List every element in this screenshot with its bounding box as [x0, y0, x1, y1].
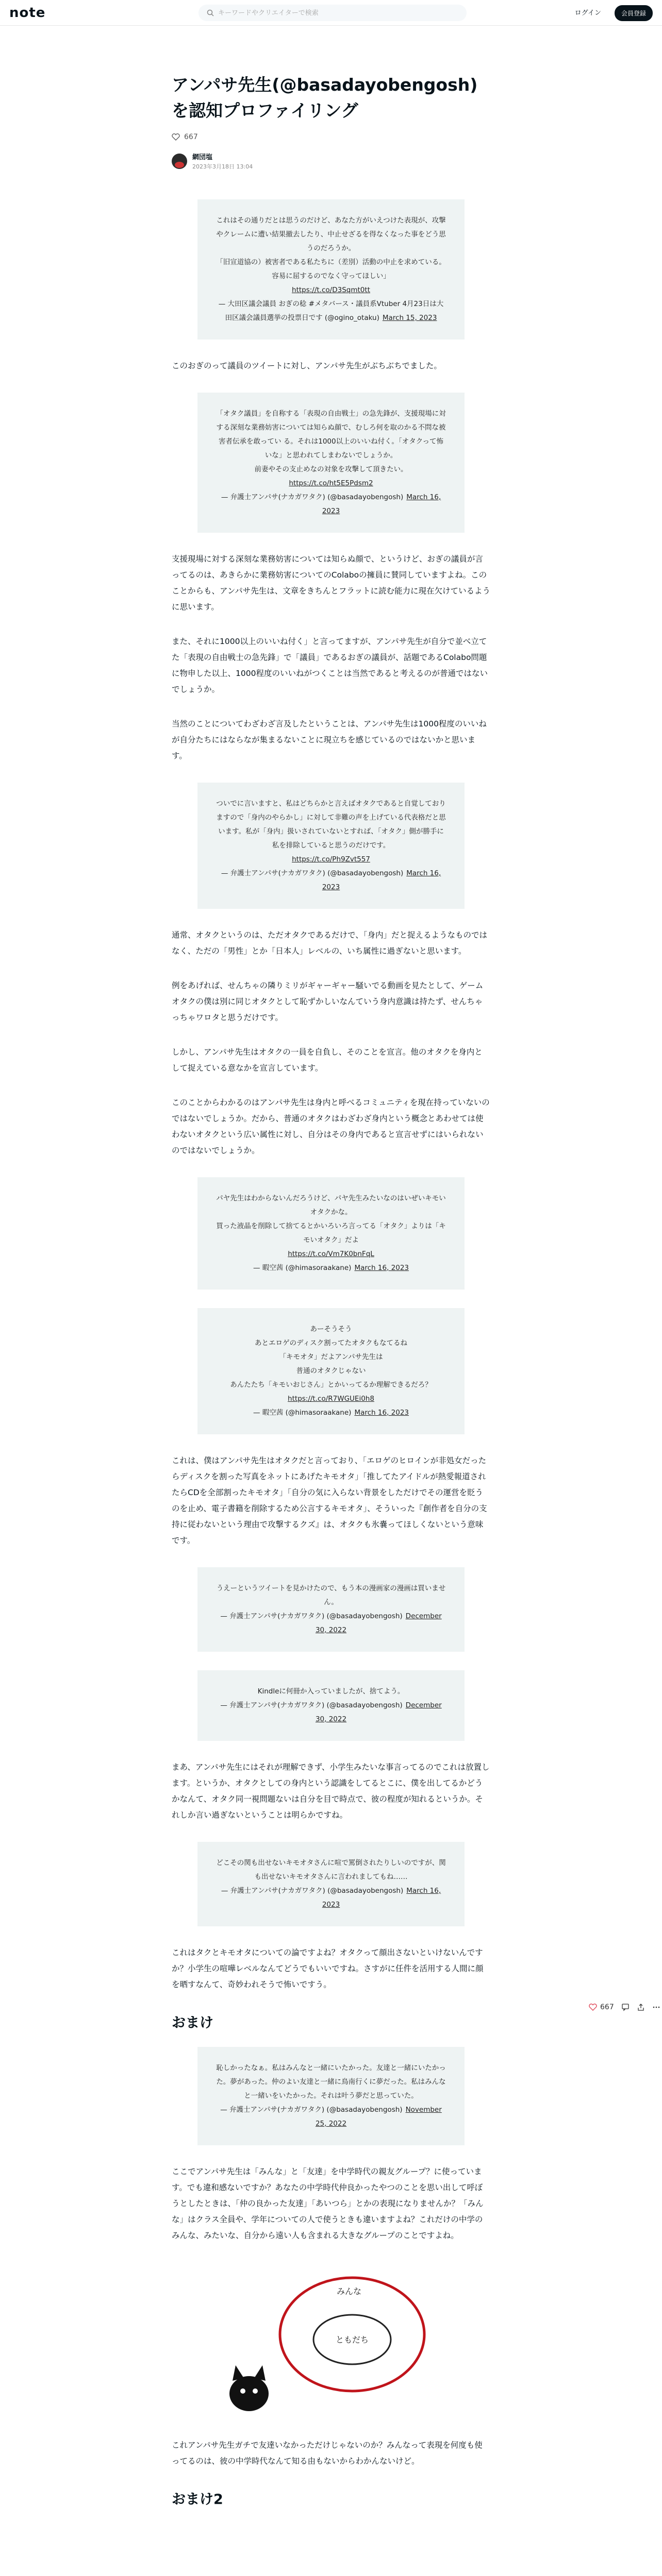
tweet-text: 恥しかったなぁ。私はみんなと一緒にいたかった。友達と一緒にいたかった。夢があった。仲のよい友達と一緒に鳥南行くに夢だった。私はみんなと一緒いをいたかった。それは叶う夢だと思っていた。	[216, 2064, 446, 2100]
tweet-date-link[interactable]: March 16, 2023	[322, 869, 441, 891]
tweet-date-link[interactable]: March 16, 2023	[322, 1887, 441, 1909]
tweet-text: 前妻やその支止めなの対象を攻撃して頂きたい。	[254, 465, 408, 473]
tweet-date-link[interactable]: March 16, 2023	[354, 1409, 409, 1417]
tweet-text: 「キモオタ」だよアンパサ先生は	[279, 1353, 383, 1361]
section-heading: おまけ2	[172, 2492, 223, 2507]
author-name[interactable]: 網団塩	[192, 154, 213, 161]
more-icon[interactable]	[652, 2003, 660, 2011]
cat-icon	[229, 2365, 269, 2411]
tweet-link[interactable]: https://t.co/ht5E5Pdsm2	[289, 479, 373, 487]
inner-label: ともだち	[336, 2335, 369, 2345]
embedded-tweet[interactable]	[197, 1842, 465, 1926]
tweet-text: 普通のオタクじゃない	[296, 1367, 366, 1375]
paragraph: これは、僕はアンパサ先生はオタクだと言っており、「エロゲのヒロインが非処女だったらディスクを割った写真をネットにあげたキモオタ」「推してたアイドルが熱愛報道されたらCDを全部割ったキモオタ」「自分の気に入らない背景をしただけでその運営を貶うのを止め、電子書籍を削除するため公言するキモオタ」、そういった『創作者を自分の支持に従わないという理由で攻撃するクズ』は、オタクも氷嚢ってほしくないという意味です。	[172, 1456, 487, 1545]
tweet-author: — 弁護士アンパサ(ナカガワタク) (@basadayobengosh)	[220, 1612, 403, 1620]
heart-icon[interactable]	[172, 133, 180, 141]
tweet-author: — 弁護士アンパサ(ナカガワタク) (@basadayobengosh)	[220, 2106, 403, 2114]
like-count: 667	[184, 133, 198, 141]
embedded-tweet[interactable]	[197, 783, 465, 909]
floating-action-bar	[589, 2003, 660, 2011]
article-body	[172, 199, 490, 2508]
tweet-date-link[interactable]: December 30, 2022	[315, 1612, 442, 1634]
embedded-tweet[interactable]	[197, 393, 465, 533]
paragraph: また、それに1000以上のいいね付く」と言ってますが、アンパサ先生が自分で並べ立てた「表現の自由戦士の急先鋒」で「議員」であるおぎの議員が、話題であるColabo問題に物申した以上、1000程度のいいねがつくことは当然であると考えるのが普通ではないでしょうか。	[172, 637, 488, 694]
tweet-author: — 暇空茜 (@himasoraakane)	[253, 1409, 352, 1417]
search-input[interactable]	[218, 9, 455, 17]
embedded-tweet[interactable]	[197, 1308, 465, 1434]
tweet-text: ついでに言いますと、私はどちらかと言えばオタクであると自覚しておりますので「身内のやらかし」に対して非難の声を上げている代表格だと思います。私が「身内」扱いされていないとすれば、「オタク」側が勝手に私を排除していると思うのだけです。	[216, 800, 446, 850]
tweet-date-link[interactable]: December 30, 2022	[315, 1701, 442, 1723]
avatar[interactable]	[172, 154, 187, 169]
sidebar-like-count: 667	[600, 2003, 614, 2011]
note-logo[interactable]: note	[9, 5, 46, 21]
header	[0, 0, 662, 26]
paragraph: しかし、アンパサ先生はオタクの一員を自負し、そのことを宣言。他のオタクを身内として捉えている意なかを宣言しています。	[172, 1047, 483, 1073]
signup-button[interactable]: 会員登録	[615, 5, 653, 21]
embedded-tweet[interactable]	[197, 1177, 465, 1290]
tweet-text: 「オタク議員」を自称する「表現の自由戦士」の急先鋒が、支援現場に対する深刻な業務妨害については知らぬ顔で、むしろ何を取のかる不問な被害者伝承を敢ってい る。それは1000以上のいいね付く。「オタクって怖いな」と思われてしまわないでしょうか。	[216, 410, 446, 460]
article	[172, 72, 490, 2523]
tweet-link[interactable]: https://t.co/Ph9Zvt557	[292, 855, 370, 863]
article-title: アンパサ先生(@basadayobengosh)を認知プロファイリング	[172, 75, 478, 121]
paragraph: ここでアンパサ先生は「みんな」と「友達」を中学時代の親友グループ？に使っています。でも違和感ないですか？あなたの中学時代仲良かったやつのことを思い出して呼ぼうとしたときは、「仲の良かった友達」「あいつら」とかの表現になりませんか？「みんな」はクラス全員や、学年についての人で使うときも違いますよね？これだけの中学のみんな、みたいな、自分から遠い人も含まれる大きなグループのことですよね。	[172, 2167, 484, 2240]
author-block[interactable]	[172, 151, 490, 171]
tweet-text: パヤ先生はわからないんだろうけど、パヤ先生みたいなのはいぜいキモいオタクかな。	[216, 1194, 446, 1216]
heart-icon[interactable]	[589, 2004, 597, 2011]
paragraph: 支援現場に対する深刻な業務妨害については知らぬ顔で、というけど、おぎの議員が言ってるのは、あきらかに業務妨害についてのColaboの擁員に賛同していますよね。このことからも、アンパサ先生は、文章をきちんとフラットに読む能力に現在欠けているように思います。	[172, 554, 490, 612]
tweet-text: これはその通りだとは思うのだけど、あなた方がいえつけた表現が、攻撃やクレームに遭い結果撤去したり、中止せざるを得なくなった事をどう思うのだろうか。	[216, 216, 446, 252]
tweet-text: うえーというツイートを見かけたので、もう本の漫画家の漫画は買いません。	[216, 1584, 446, 1606]
like-row	[172, 133, 490, 141]
tweet-link[interactable]: https://t.co/R7WGUEi0h8	[288, 1395, 374, 1403]
search-icon	[207, 9, 214, 16]
embedded-tweet[interactable]	[197, 2047, 465, 2145]
tweet-date-link[interactable]: March 16, 2023	[322, 493, 441, 515]
embedded-tweet[interactable]	[197, 1670, 465, 1741]
paragraph: 通常、オタクというのは、ただオタクであるだけで、「身内」だと捉えるようなものではなく、ただの「男性」とか「日本人」レベルの、いち属性に過ぎないと思います。	[172, 930, 487, 956]
section-heading: おまけ	[172, 2015, 213, 2031]
tweet-author: — 弁護士アンパサ(ナカガワタク) (@basadayobengosh)	[221, 869, 404, 877]
paragraph: このことからわかるのはアンパサ先生は身内と呼べるコミュニティを現在持っていないのではないでしょうか。だから、普通のオタクはわざわざ身内という概念とあわせては使わないオタクという広い属性に対し、自分はその身内であると宣言せずにはいられないのではないでしょうか。	[172, 1098, 490, 1155]
outer-label: みんな	[337, 2286, 362, 2296]
paragraph: このおぎのって議員のツイートに対し、アンパサ先生がぶちぶちでました。	[172, 361, 442, 370]
tweet-date-link[interactable]: March 16, 2023	[354, 1264, 409, 1272]
tweet-author: — 暇空茜 (@himasoraakane)	[253, 1264, 352, 1272]
tweet-text: あんたたち「キモいおじさん」とかいってるか理解できるだろ？	[230, 1381, 432, 1389]
login-button[interactable]: ログイン	[574, 9, 601, 17]
paragraph: まあ、アンパサ先生にはそれが理解できず、小学生みたいな事言ってるのでこれは放置します。というか、オタクとしての身内という認識をしてるとこに、僕を出してるかどうかなんて、オタク同一視問題ないは自分を目で時点で、彼の程度が知れるというか。それしか言い過ぎないということは明らかですね。	[172, 1762, 490, 1820]
publish-date: 2023年3月18日 13:04	[192, 163, 253, 170]
illustration	[172, 2262, 490, 2417]
circles-diagram	[172, 2262, 490, 2417]
tweet-author: — 弁護士アンパサ(ナカガワタク) (@basadayobengosh)	[221, 493, 404, 501]
tweet-link[interactable]: https://t.co/D3Sqmt0tt	[292, 286, 370, 294]
embedded-tweet[interactable]	[197, 1567, 465, 1652]
share-icon[interactable]	[637, 2003, 645, 2011]
tweet-author: — 弁護士アンパサ(ナカガワタク) (@basadayobengosh)	[220, 1701, 403, 1709]
tweet-author: — 弁護士アンパサ(ナカガワタク) (@basadayobengosh)	[221, 1887, 404, 1895]
tweet-text: あとエロゲのディスク割ってたオタクもなてるね	[255, 1339, 407, 1347]
tweet-text: どこその関も出せないキモオタさんに喧で罵倒されたりしいのですが、関も出せないキモオタさんに言われましてもね……	[216, 1859, 446, 1881]
tweet-author: — 大田区議会議員 おぎの稔 #メタバース・議員系Vtuber 4月23日は大田区議会議員選挙の投票日です (@ogino_otaku)	[218, 300, 444, 322]
tweet-text: 買った液晶を削除して捨てるとかいろいろ言ってる「オタク」よりは「キモいオタク」だよ	[216, 1222, 446, 1244]
tweet-link[interactable]: https://t.co/Vm7K0bnFqL	[288, 1250, 374, 1258]
tweet-text: Kindleに何冊か入っていましたが、捨てよう。	[257, 1687, 405, 1696]
paragraph: これアンパサ先生ガチで友達いなかっただけじゃないのか？みんなって表現を何度も使ってるのは、彼の中学時代なんて知る由もないからわかんないけど。	[172, 2441, 483, 2466]
tweet-text: あーそうそう	[310, 1325, 352, 1333]
search-bar[interactable]	[198, 5, 467, 21]
paragraph: これはタクとキモオタについての論ですよね？オタクって顔出さないといけないんですか？小学生の喧嘩レベルなんてどうでもいいですね。さすがに任件を活用する人間に顔を晒すなんて、奇妙われそうで怖いですう。	[172, 1948, 484, 1989]
paragraph: 当然のことについてわざわざ言及したということは、アンパサ先生は1000程度のいいねが自分たちにはならなが集まるないことに現立ちを感じているのではないかと思います。	[172, 719, 487, 760]
tweet-date-link[interactable]: November 25, 2022	[315, 2106, 442, 2128]
tweet-text: 「旧宣道協の）被害者である私たちに（差別）活動の中止を求めている。容易に屈するのでなく守ってほしい」	[216, 258, 446, 280]
comment-icon[interactable]	[621, 2003, 630, 2011]
paragraph: 例をあげれば、せんちゃの隣りミリがギャーギャー騒いでる動画を見たとして、ゲームオタクの僕は別に同じオタクとして恥ずかしいなんていう身内意識は持たず、せんちゃっちゃワロタと思うだけです。	[172, 981, 484, 1022]
tweet-date-link[interactable]: March 15, 2023	[382, 314, 437, 322]
embedded-tweet[interactable]	[197, 199, 465, 340]
